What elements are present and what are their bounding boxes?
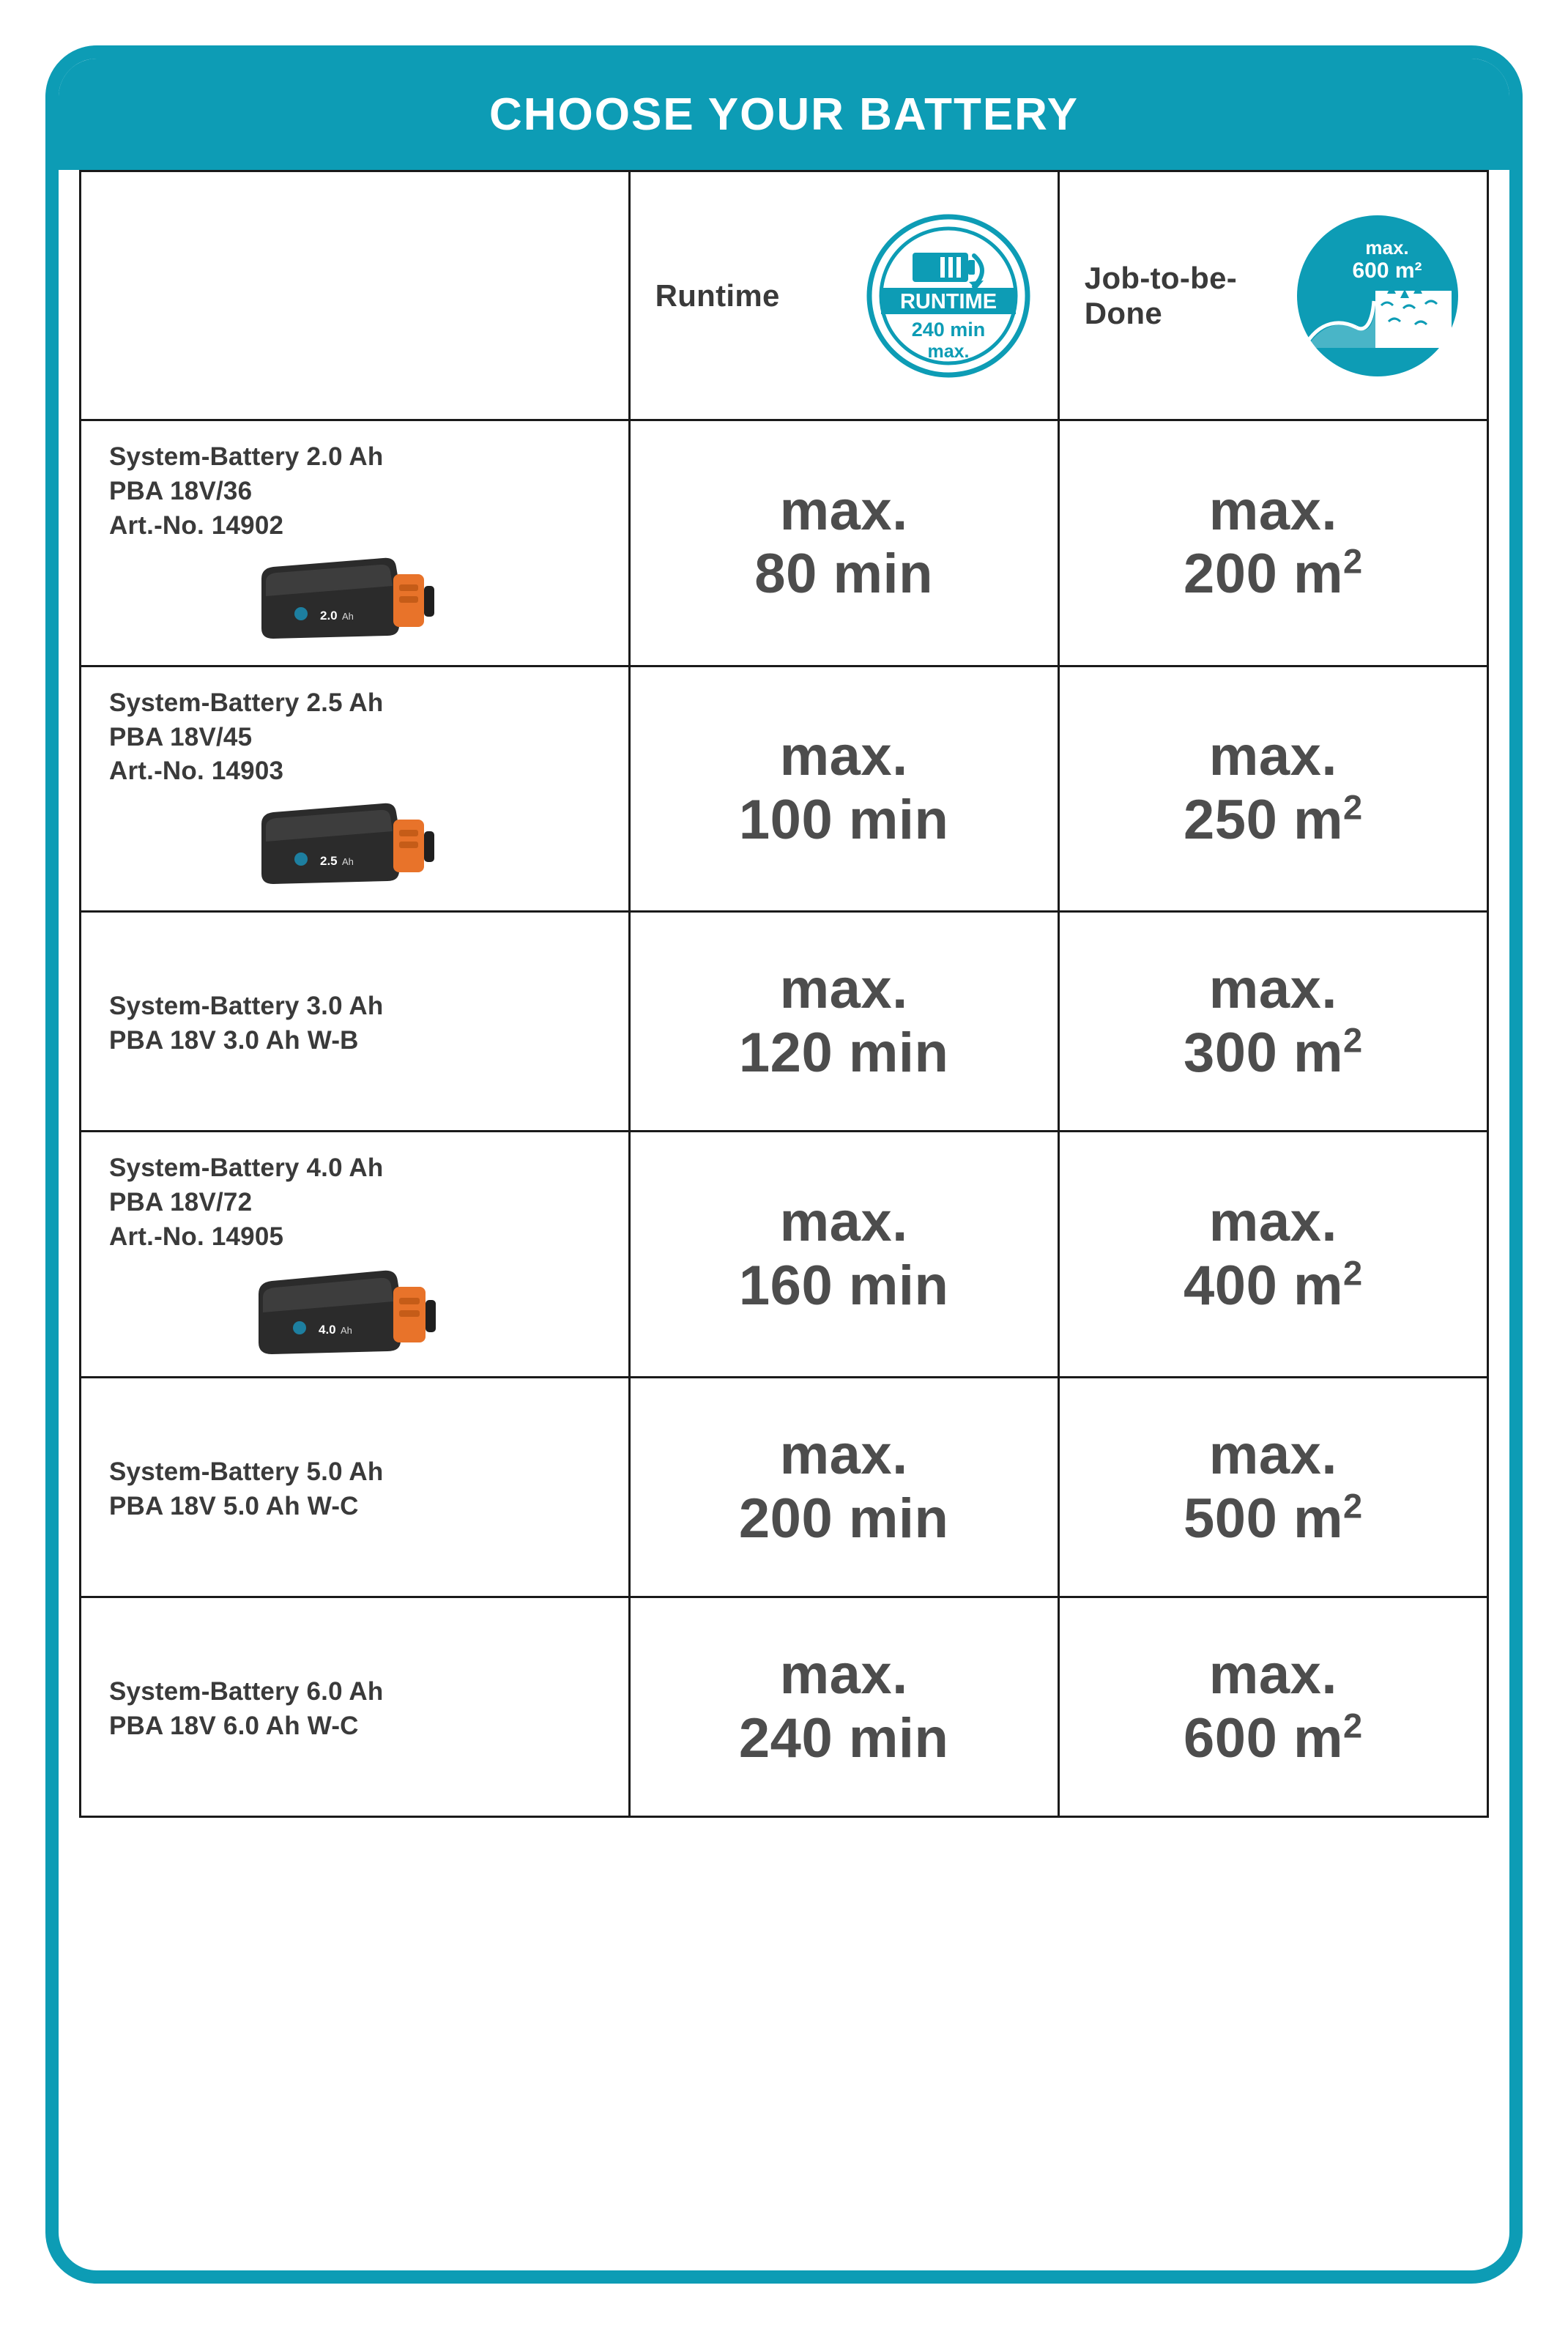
row-name-cell [81,1378,630,1597]
job-value-sup: 2 [1343,1706,1363,1745]
runtime-value: 100 min [738,789,949,851]
job-value [1067,1255,1479,1318]
runtime-value: 80 min [754,543,934,606]
svg-text:Ah: Ah [342,856,354,868]
runtime-prefix: max. [779,1643,908,1706]
row-name-cell [81,666,630,912]
job-value-text: 400 m [1184,1254,1344,1317]
row-name-cell [81,1132,630,1378]
job-value-sup: 2 [1343,1253,1363,1293]
row-name-cell [81,1597,630,1817]
battery-model-line: PBA 18V/45 [109,722,253,751]
job-prefix: max. [1208,1423,1337,1486]
runtime-value-cell [629,912,1058,1132]
table-row [81,1132,1488,1378]
runtime-prefix: max. [779,725,908,788]
runtime-badge-icon [864,212,1033,380]
job-prefix: max. [1208,1643,1337,1706]
job-value [1067,1487,1479,1551]
header-cell-runtime [629,171,1058,420]
job-value-text: 250 m [1184,789,1344,851]
runtime-value-cell [629,666,1058,912]
battery-model-line: PBA 18V/72 [109,1188,253,1217]
runtime-value-cell [629,1597,1058,1817]
row-name-cell [81,912,630,1132]
battery-comparison-table [79,170,1489,1818]
runtime-value: 240 min [738,1706,949,1769]
job-value [1067,543,1479,606]
runtime-prefix: max. [779,958,908,1021]
svg-text:600 m²: 600 m² [1352,258,1422,283]
battery-name-line: System-Battery 2.0 Ah [109,442,384,471]
job-value-cell [1058,912,1487,1132]
battery-name-line: System-Battery 6.0 Ah [109,1676,384,1706]
battery-artno-line: Art.-No. 14903 [109,757,284,786]
table-container [59,170,1509,2270]
svg-text:max.: max. [1365,236,1409,259]
job-value [1067,1022,1479,1085]
runtime-value: 120 min [738,1021,949,1084]
svg-text:2.5: 2.5 [320,854,338,869]
runtime-value: 200 min [738,1487,949,1550]
page-title: CHOOSE YOUR BATTERY [488,89,1080,140]
job-value-sup: 2 [1343,542,1363,581]
runtime-value-cell [629,1378,1058,1597]
job-value-cell [1058,1378,1487,1597]
table-row [81,420,1488,666]
runtime-prefix: max. [779,479,908,542]
header-label-runtime: Runtime [655,278,780,313]
runtime-prefix: max. [779,1423,908,1486]
battery-card [45,45,1523,2284]
svg-text:4.0: 4.0 [319,1323,336,1337]
header-cell-blank [81,171,630,420]
job-value-text: 300 m [1184,1021,1344,1084]
table-row [81,1597,1488,1817]
battery-name-line: System-Battery 2.5 Ah [109,688,384,717]
runtime-prefix: max. [779,1191,908,1254]
svg-text:RUNTIME: RUNTIME [899,289,997,313]
battery-name-line: System-Battery 3.0 Ah [109,991,384,1020]
job-value-text: 500 m [1184,1487,1344,1550]
job-value-cell [1058,1132,1487,1378]
job-prefix: max. [1208,1191,1337,1254]
svg-text:Ah: Ah [342,610,354,622]
job-prefix: max. [1208,725,1337,788]
runtime-value: 160 min [738,1254,949,1317]
header-label-job: Job-to-be-Done [1084,261,1238,330]
battery-model-line: PBA 18V 3.0 Ah W-B [109,1025,359,1055]
job-value-text: 200 m [1184,543,1344,606]
runtime-value-cell [629,1132,1058,1378]
svg-text:2.0: 2.0 [320,608,338,623]
job-value-sup: 2 [1343,1020,1363,1060]
battery-product-image [248,799,468,896]
battery-artno-line: Art.-No. 14905 [109,1222,284,1252]
battery-product-image [248,554,468,650]
battery-name-line: System-Battery 4.0 Ah [109,1154,384,1183]
job-value [1067,789,1479,853]
job-to-be-done-badge-icon [1293,212,1462,380]
table-header-row [81,171,1488,420]
table-row [81,666,1488,912]
svg-text:Ah: Ah [341,1325,352,1337]
runtime-value-cell [629,420,1058,666]
battery-model-line: PBA 18V 5.0 Ah W-C [109,1491,359,1520]
table-row [81,1378,1488,1597]
battery-artno-line: Art.-No. 14902 [109,510,284,540]
job-value-text: 600 m [1184,1706,1344,1769]
job-value-sup: 2 [1343,1486,1363,1526]
svg-text:240 min: 240 min [911,318,986,341]
row-name-cell [81,420,630,666]
svg-text:max.: max. [927,341,970,362]
job-prefix: max. [1208,958,1337,1021]
job-value-cell [1058,1597,1487,1817]
table-row [81,912,1488,1132]
header-cell-job-to-be-done [1058,171,1487,420]
battery-model-line: PBA 18V 6.0 Ah W-C [109,1711,359,1740]
battery-product-image [248,1265,468,1362]
job-value-cell [1058,420,1487,666]
job-value-sup: 2 [1343,787,1363,827]
card-header [59,59,1509,170]
battery-name-line: System-Battery 5.0 Ah [109,1457,384,1486]
job-value-cell [1058,666,1487,912]
battery-model-line: PBA 18V/36 [109,476,253,505]
job-prefix: max. [1208,479,1337,542]
job-value [1067,1707,1479,1771]
